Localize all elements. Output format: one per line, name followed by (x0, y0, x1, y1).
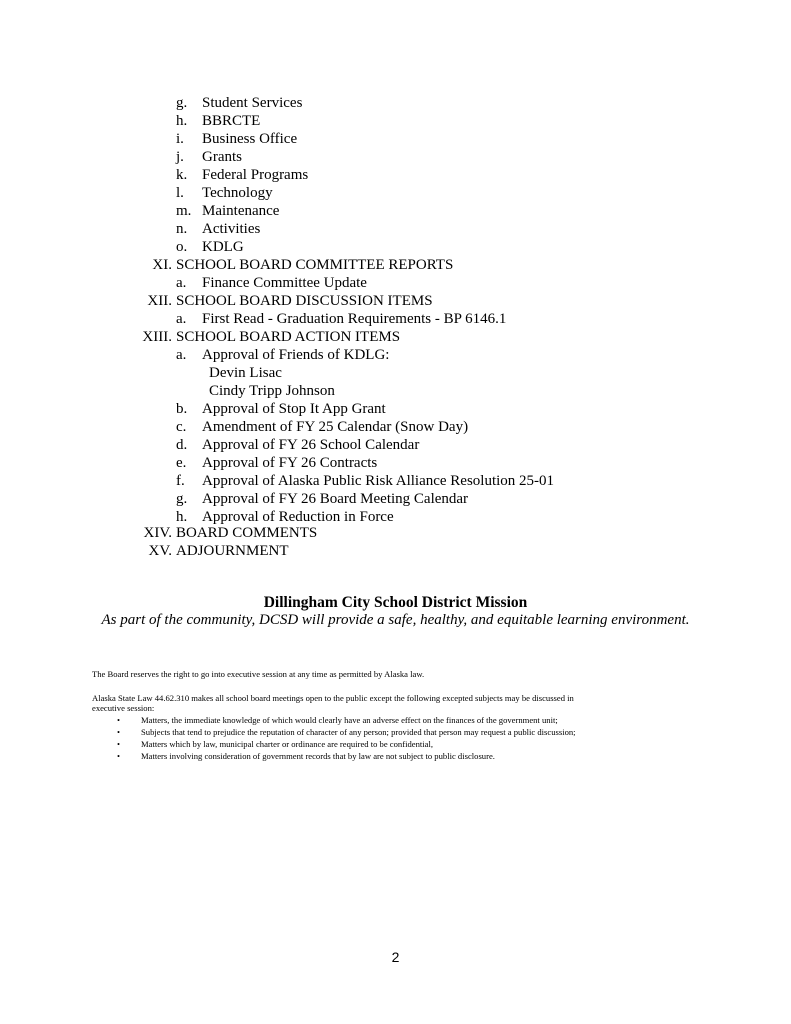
section-title: ADJOURNMENT (176, 543, 289, 559)
bullet-icon: • (117, 715, 121, 725)
item-text: KDLG (202, 239, 244, 255)
mission-statement: As part of the community, DCSD will provide a safe, healthy, and equitable learning environment. (101, 612, 690, 628)
bullet-item: Matters which by law, municipal charter or ordinance are required to be confidential, (141, 739, 433, 749)
page-number: 2 (391, 949, 400, 965)
item-letter: n. (176, 221, 188, 237)
bullet-item: Matters involving consideration of government records that by law are not subject to public disclosure. (141, 751, 495, 761)
item-text: Business Office (202, 131, 298, 147)
item-letter: a. (176, 311, 187, 327)
item-letter: g. (176, 95, 188, 111)
item-text: First Read - Graduation Requirements - BP 6146.1 (202, 311, 507, 327)
item-letter: e. (176, 455, 187, 471)
item-text: BBRCTE (202, 113, 261, 129)
friend-name: Cindy Tripp Johnson (209, 383, 335, 399)
item-letter: k. (176, 167, 188, 183)
section-number: XIII. (142, 329, 172, 345)
bullet-icon: • (117, 751, 121, 761)
section-title: SCHOOL BOARD DISCUSSION ITEMS (176, 293, 433, 309)
section-title: SCHOOL BOARD COMMITTEE REPORTS (176, 257, 454, 273)
item-text: Federal Programs (202, 167, 309, 183)
item-letter: i. (176, 131, 184, 147)
section-number: XV. (148, 543, 172, 559)
mission-title: Dillingham City School District Mission (263, 594, 528, 611)
law-intro-line-2: executive session: (92, 703, 155, 713)
bullet-icon: • (117, 739, 121, 749)
item-text: Approval of Alaska Public Risk Alliance Resolution 25-01 (202, 473, 555, 489)
section-number: XI. (152, 257, 172, 273)
item-text: Technology (202, 185, 273, 201)
item-letter: a. (176, 347, 187, 363)
item-text: Approval of FY 26 Contracts (202, 455, 378, 471)
item-letter: a. (176, 275, 187, 291)
item-letter: l. (176, 185, 184, 201)
bullet-item: Matters, the immediate knowledge of which would clearly have an adverse effect on the finances of the government unit; (141, 715, 558, 725)
executive-session-note: The Board reserves the right to go into executive session at any time as permitted by Alaska law. (92, 669, 425, 679)
section-number: XIV. (143, 525, 172, 541)
item-text: Approval of FY 26 School Calendar (202, 437, 420, 453)
item-text: Activities (202, 221, 261, 237)
item-letter: h. (176, 113, 188, 129)
item-letter: d. (176, 437, 188, 453)
item-letter: m. (176, 203, 192, 219)
item-letter: f. (176, 473, 185, 489)
item-text: Amendment of FY 25 Calendar (Snow Day) (202, 419, 469, 435)
item-letter: j. (176, 149, 184, 165)
item-text: Student Services (202, 95, 303, 111)
bullet-icon: • (117, 727, 121, 737)
law-intro-line-1: Alaska State Law 44.62.310 makes all school board meetings open to the public except the following excepted subjects may be discussed in (92, 693, 574, 703)
item-letter: c. (176, 419, 187, 435)
section-title: SCHOOL BOARD ACTION ITEMS (176, 329, 401, 345)
item-text: Maintenance (202, 203, 280, 219)
section-title: BOARD COMMENTS (176, 525, 318, 541)
item-letter: o. (176, 239, 188, 255)
bullet-item: Subjects that tend to prejudice the reputation of character of any person; provided that person may request a public discussion; (141, 727, 576, 737)
item-letter: h. (176, 509, 188, 525)
item-letter: b. (176, 401, 188, 417)
item-text: Approval of FY 26 Board Meeting Calendar (202, 491, 469, 507)
item-text: Approval of Stop It App Grant (202, 401, 386, 417)
item-text: Approval of Reduction in Force (202, 509, 394, 525)
item-text: Approval of Friends of KDLG: (202, 347, 390, 363)
item-text: Finance Committee Update (202, 275, 367, 291)
section-number: XII. (147, 293, 172, 309)
item-letter: g. (176, 491, 188, 507)
friend-name: Devin Lisac (209, 365, 282, 381)
item-text: Grants (202, 149, 242, 165)
